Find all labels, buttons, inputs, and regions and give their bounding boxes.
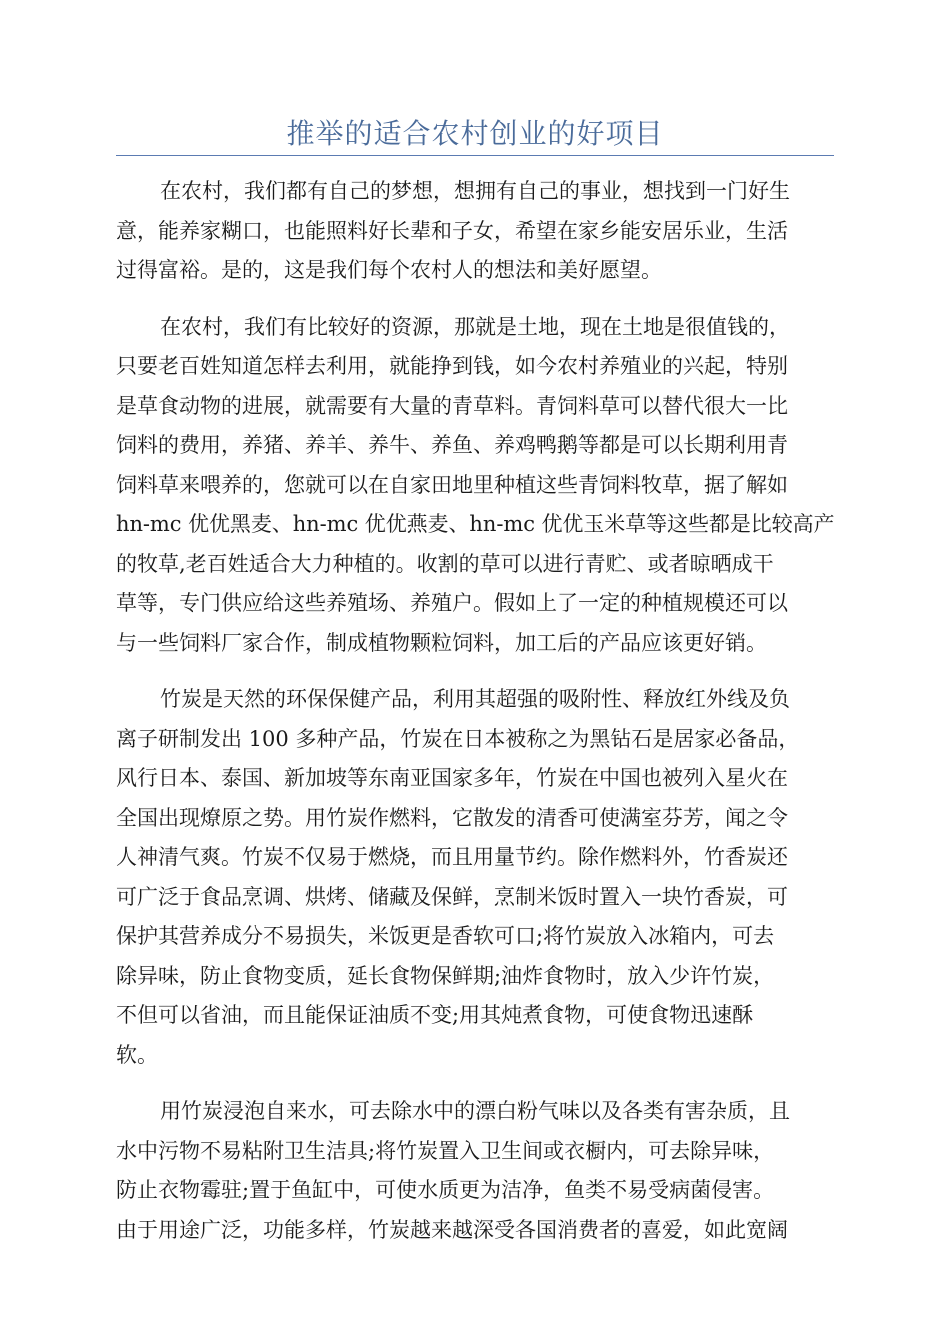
paragraph-line: 过得富裕。是的，这是我们每个农村人的想法和美好愿望。	[116, 258, 662, 282]
paragraph-line: 软。	[116, 1042, 158, 1067]
paragraph-line: 人神清气爽。竹炭不仅易于燃烧，而且用量节约。除作燃料外，竹香炭还	[116, 845, 788, 869]
title-underline	[116, 155, 834, 156]
paragraph-line: 意，能养家糊口，也能照料好长辈和子女，希望在家乡能安居乐业，生活	[116, 218, 788, 243]
paragraph-line: 不但可以省油，而且能保证油质不变;用其炖煮食物，可使食物迅速酥	[116, 1003, 754, 1027]
paragraph-line: 草等，专门供应给这些养殖场、养殖户。假如上了一定的种植规模还可以	[116, 591, 788, 615]
paragraph-line: 竹炭是天然的环保保健产品，利用其超强的吸附性、释放红外线及负	[160, 687, 790, 711]
paragraph-line: 保护其营养成分不易损失，米饭更是香软可口;将竹炭放入冰箱内，可去	[116, 924, 775, 948]
paragraph-line: 除异味，防止食物变质，延长食物保鲜期;油炸食物时，放入少许竹炭，	[116, 963, 775, 988]
paragraph-line: 与一些饲料厂家合作，制成植物颗粒饲料，加工后的产品应该更好销。	[116, 630, 767, 655]
paragraph-line: 离子研制发出 100 多种产品，竹炭在日本被称之为黑钻石是居家必备品，	[116, 726, 800, 751]
paragraph-line: 由于用途广泛，功能多样，竹炭越来越深受各国消费者的喜爱，如此宽阔	[116, 1217, 788, 1242]
paragraph-line: 的牧草,老百姓适合大力种植的。收割的草可以进行青贮、或者晾晒成干	[116, 551, 774, 576]
paragraph-line: 是草食动物的进展，就需要有大量的青草料。青饲料草可以替代很大一比	[116, 393, 788, 418]
paragraph	[116, 1092, 834, 1250]
paragraph-line: 用竹炭浸泡自来水，可去除水中的漂白粉气味以及各类有害杂质，且	[160, 1099, 790, 1123]
paragraph-line: 在农村，我们都有自己的梦想，想拥有自己的事业，想找到一门好生	[160, 179, 790, 203]
paragraph-line: 全国出现燎原之势。用竹炭作燃料，它散发的清香可使满室芬芳，闻之令	[116, 805, 788, 830]
document-body	[116, 172, 834, 1267]
document-title: 推举的适合农村创业的好项目	[286, 117, 664, 150]
paragraph-line: 在农村，我们有比较好的资源，那就是土地，现在土地是很值钱的，	[160, 314, 790, 339]
paragraph-line: 饲料的费用，养猪、养羊、养牛、养鱼、养鸡鸭鹅等都是可以长期利用青	[116, 433, 788, 457]
paragraph-line: 风行日本、泰国、新加坡等东南亚国家多年，竹炭在中国也被列入星火在	[116, 766, 788, 790]
paragraph	[116, 308, 834, 664]
paragraph-line: 饲料草来喂养的，您就可以在自家田地里种植这些青饲料牧草，据了解如	[116, 472, 788, 497]
paragraph-line: hn-mc 优优黑麦、hn-mc 优优燕麦、hn-mc 优优玉米草等这些都是比较高产	[116, 512, 834, 536]
paragraph-line: 防止衣物霉驻;置于鱼缸中，可使水质更为洁净，鱼类不易受病菌侵害。	[116, 1178, 775, 1202]
paragraph	[116, 680, 834, 1075]
paragraph-line: 可广泛于食品烹调、烘烤、储藏及保鲜，烹制米饭时置入一块竹香炭，可	[116, 884, 788, 909]
paragraph	[116, 172, 834, 291]
paragraph-line: 只要老百姓知道怎样去利用，就能挣到钱，如今农村养殖业的兴起，特别	[116, 354, 788, 378]
paragraph-line: 水中污物不易粘附卫生洁具;将竹炭置入卫生间或衣橱内，可去除异味，	[116, 1138, 775, 1163]
